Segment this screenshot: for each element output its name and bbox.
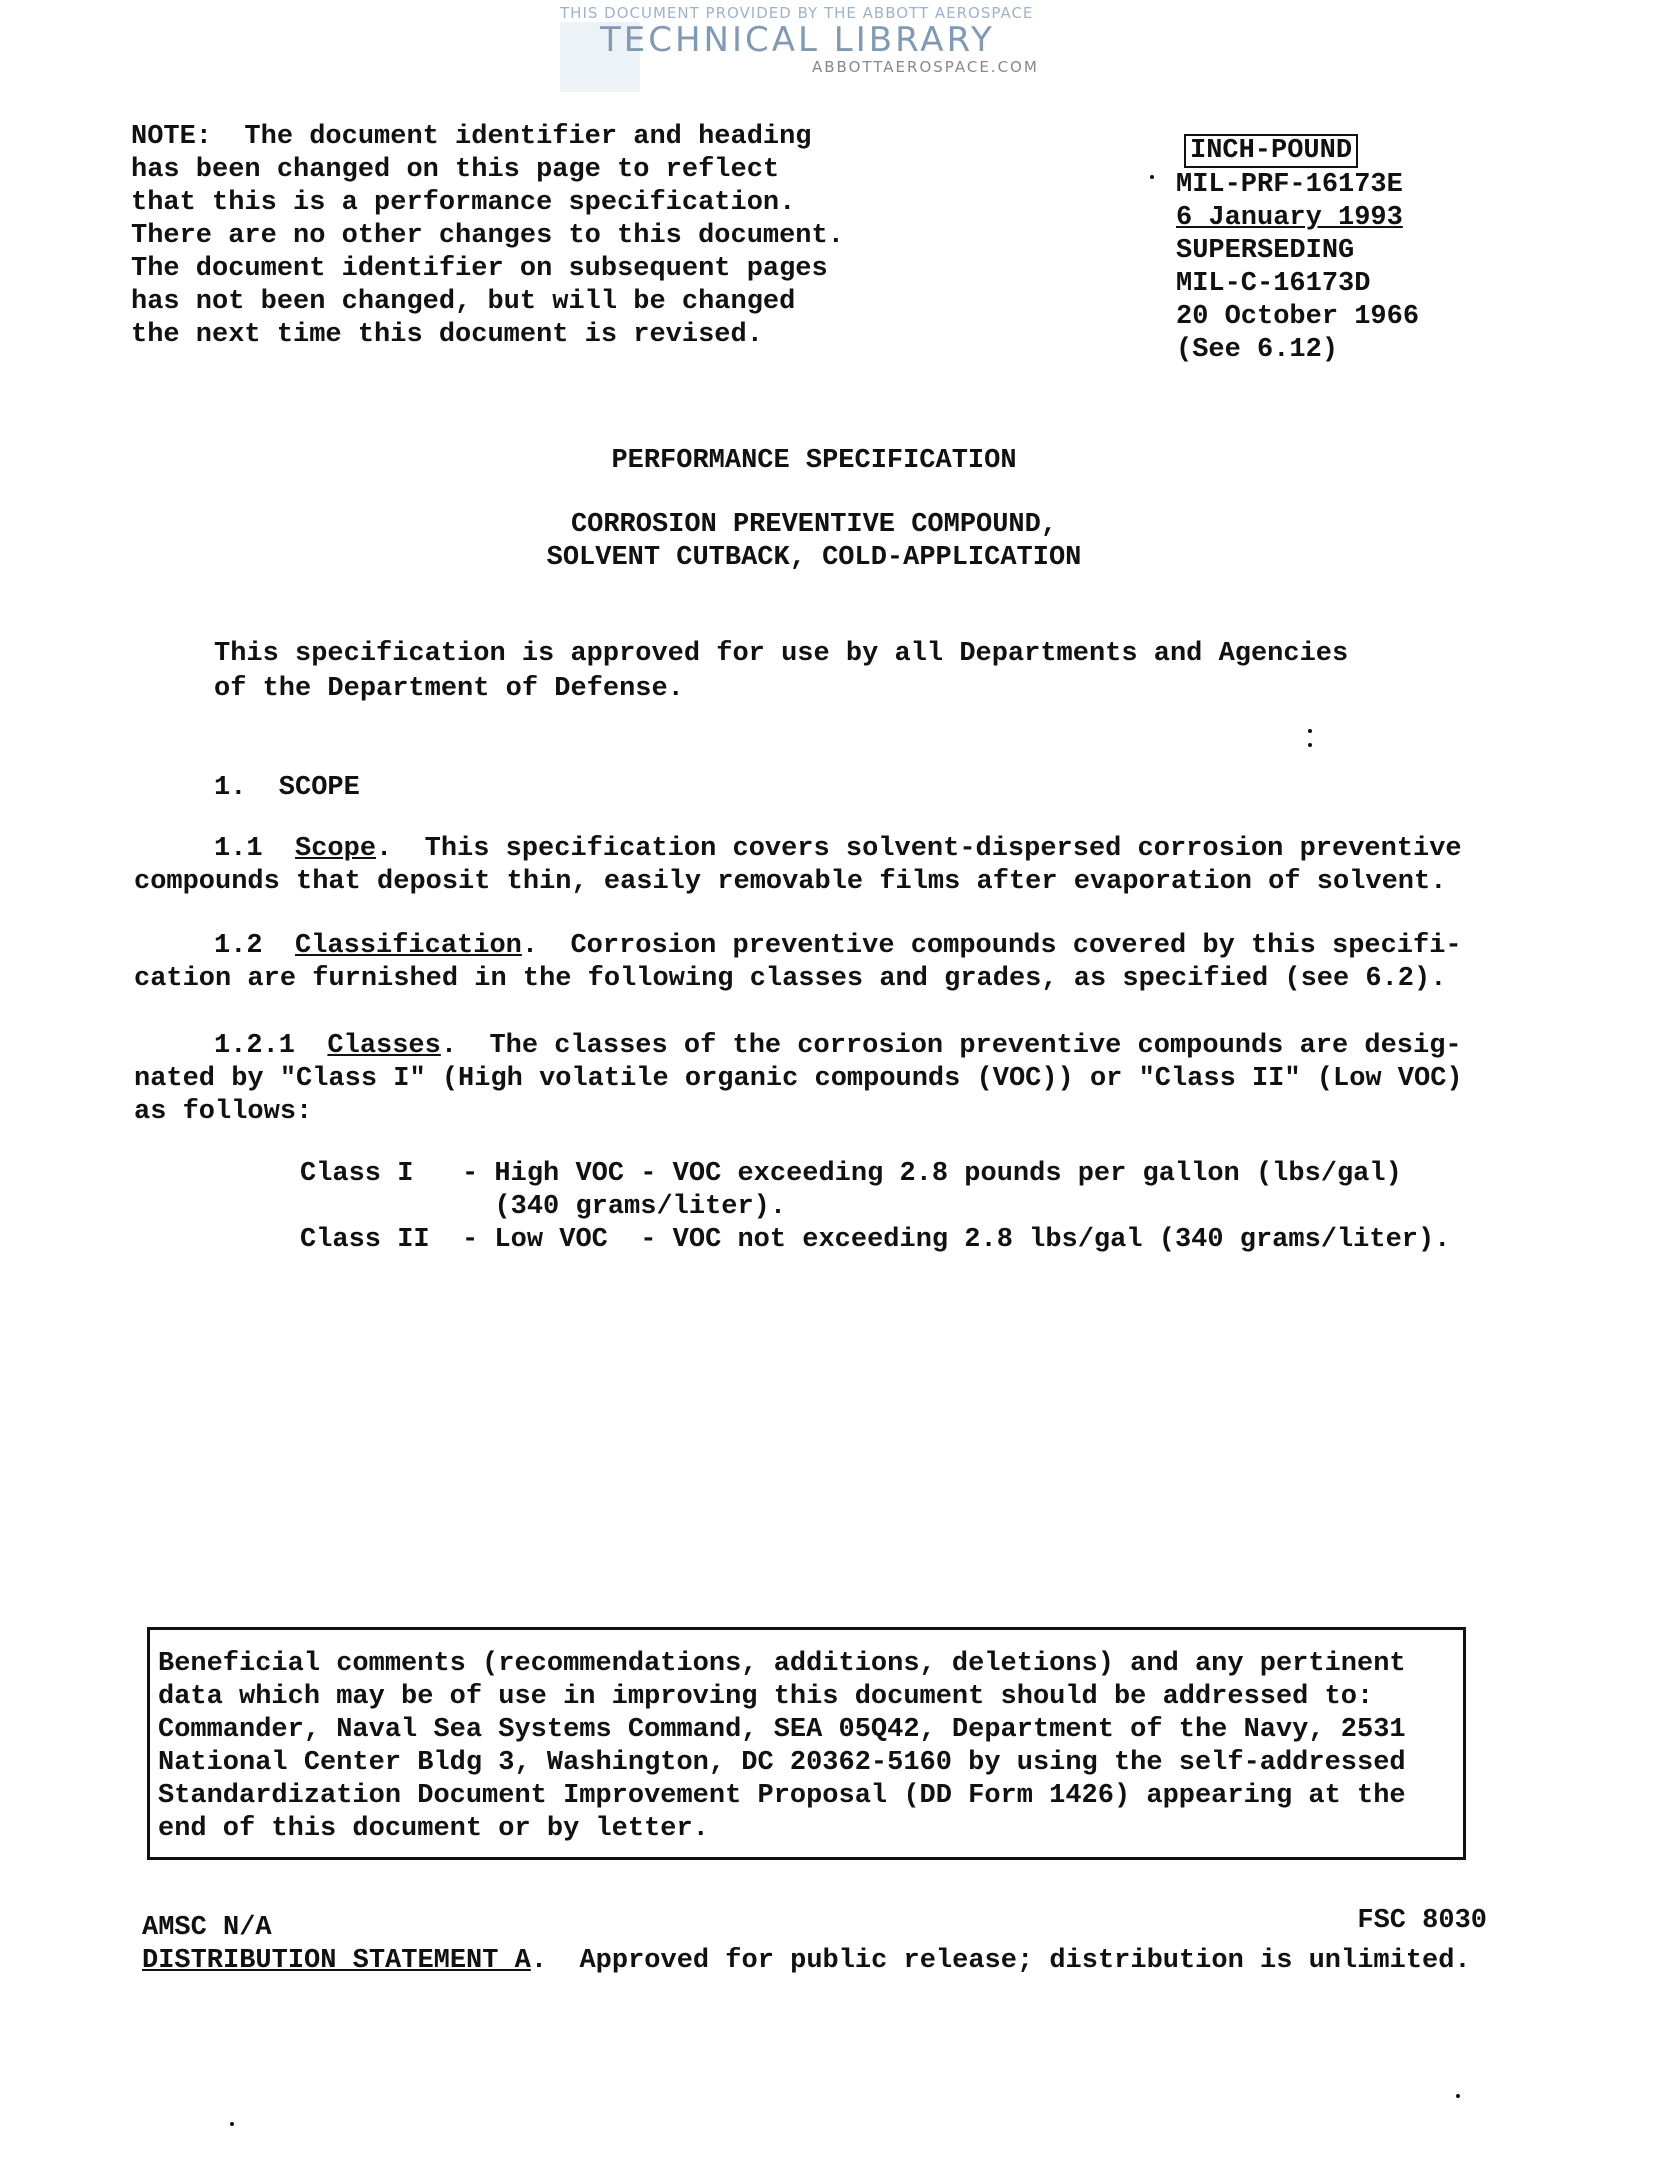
spec-type: PERFORMANCE SPECIFICATION xyxy=(611,446,1017,476)
section-number: 1.2 xyxy=(214,931,296,961)
title-line-2: SOLVENT CUTBACK, COLD-APPLICATION xyxy=(546,543,1082,573)
scan-speck xyxy=(1456,2094,1460,2098)
section-title: Scope xyxy=(295,834,377,864)
section-title: Classification xyxy=(295,931,522,961)
fsc-label: FSC 8030 xyxy=(1357,1906,1487,1936)
section-title: Classes xyxy=(327,1031,441,1061)
note-line: the next time this document is revised. xyxy=(131,320,763,350)
units-badge: INCH-POUND xyxy=(1184,134,1358,168)
amsc-label: AMSC N/A xyxy=(142,1913,272,1943)
scan-speck xyxy=(1150,175,1154,179)
distribution-text: . Approved for public release; distribution is unlimited. xyxy=(530,1946,1471,1976)
scan-speck xyxy=(1308,743,1312,747)
comments-line: Beneficial comments (recommendations, additions, deletions) and any pertinent xyxy=(158,1649,1406,1679)
section-1-2-1-line-2: nated by "Class I" (High volatile organic compounds (VOC)) or "Class II" (Low VOC) xyxy=(134,1064,1463,1094)
comments-line: end of this document or by letter. xyxy=(158,1814,709,1844)
distribution-label: DISTRIBUTION STATEMENT A xyxy=(142,1946,531,1976)
title-line-1: CORROSION PREVENTIVE COMPOUND, xyxy=(570,510,1058,540)
section-1-2-1 xyxy=(214,1030,1462,1063)
note-line: NOTE: The document identifier and heading xyxy=(131,122,812,152)
watermark-title: TECHNICAL LIBRARY xyxy=(600,20,995,60)
note-line: that this is a performance specification. xyxy=(131,188,796,218)
old-doc-id: MIL-C-16173D xyxy=(1176,269,1371,299)
section-1-1 xyxy=(214,833,1462,866)
old-doc-date: 20 October 1966 xyxy=(1176,302,1420,332)
class-i-line: Class I - High VOC - VOC exceeding 2.8 pounds per gallon (lbs/gal) xyxy=(300,1159,1402,1189)
scan-speck xyxy=(1308,729,1312,733)
scope-heading: 1. SCOPE xyxy=(214,773,360,803)
comments-line: Commander, Naval Sea Systems Command, SEA 05Q42, Department of the Navy, 2531 xyxy=(158,1715,1406,1745)
distribution-statement xyxy=(142,1945,1471,1978)
class-ii-line: Class II - Low VOC - VOC not exceeding 2.8 lbs/gal (340 grams/liter). xyxy=(300,1225,1451,1255)
watermark-top: THIS DOCUMENT PROVIDED BY THE ABBOTT AEROSPACE xyxy=(560,4,1034,22)
scan-speck xyxy=(230,2122,234,2126)
approval-line: This specification is approved for use by all Departments and Agencies xyxy=(214,639,1349,669)
section-1-1-line-2: compounds that deposit thin, easily removable films after evaporation of solvent. xyxy=(134,867,1447,897)
superseding-label: SUPERSEDING xyxy=(1176,236,1355,266)
class-i-line-2: (340 grams/liter). xyxy=(300,1192,787,1222)
comments-line: Standardization Document Improvement Proposal (DD Form 1426) appearing at the xyxy=(158,1781,1406,1811)
comments-line: data which may be of use in improving this document should be addressed to: xyxy=(158,1682,1374,1712)
section-1-2-1-line-3: as follows: xyxy=(134,1097,313,1127)
note-line: has been changed on this page to reflect xyxy=(131,155,780,185)
section-number: 1.2.1 xyxy=(214,1031,328,1061)
note-line: The document identifier on subsequent pages xyxy=(131,254,828,284)
see-reference: (See 6.12) xyxy=(1176,335,1339,365)
doc-date: 6 January 1993 xyxy=(1176,203,1403,233)
section-text: . Corrosion preventive compounds covered by this specifi- xyxy=(521,931,1462,961)
watermark-site: ABBOTTAEROSPACE.COM xyxy=(812,58,1039,76)
doc-id: MIL-PRF-16173E xyxy=(1176,170,1403,200)
section-1-2 xyxy=(214,930,1462,963)
approval-line: of the Department of Defense. xyxy=(214,674,684,704)
comments-line: National Center Bldg 3, Washington, DC 20362-5160 by using the self-addressed xyxy=(158,1748,1406,1778)
note-line: There are no other changes to this document. xyxy=(131,221,844,251)
section-number: 1.1 xyxy=(214,834,296,864)
section-text: . The classes of the corrosion preventive compounds are desig- xyxy=(440,1031,1462,1061)
section-text: . This specification covers solvent-dispersed corrosion preventive xyxy=(376,834,1462,864)
note-line: has not been changed, but will be changed xyxy=(131,287,796,317)
section-1-2-line-2: cation are furnished in the following classes and grades, as specified (see 6.2). xyxy=(134,964,1447,994)
